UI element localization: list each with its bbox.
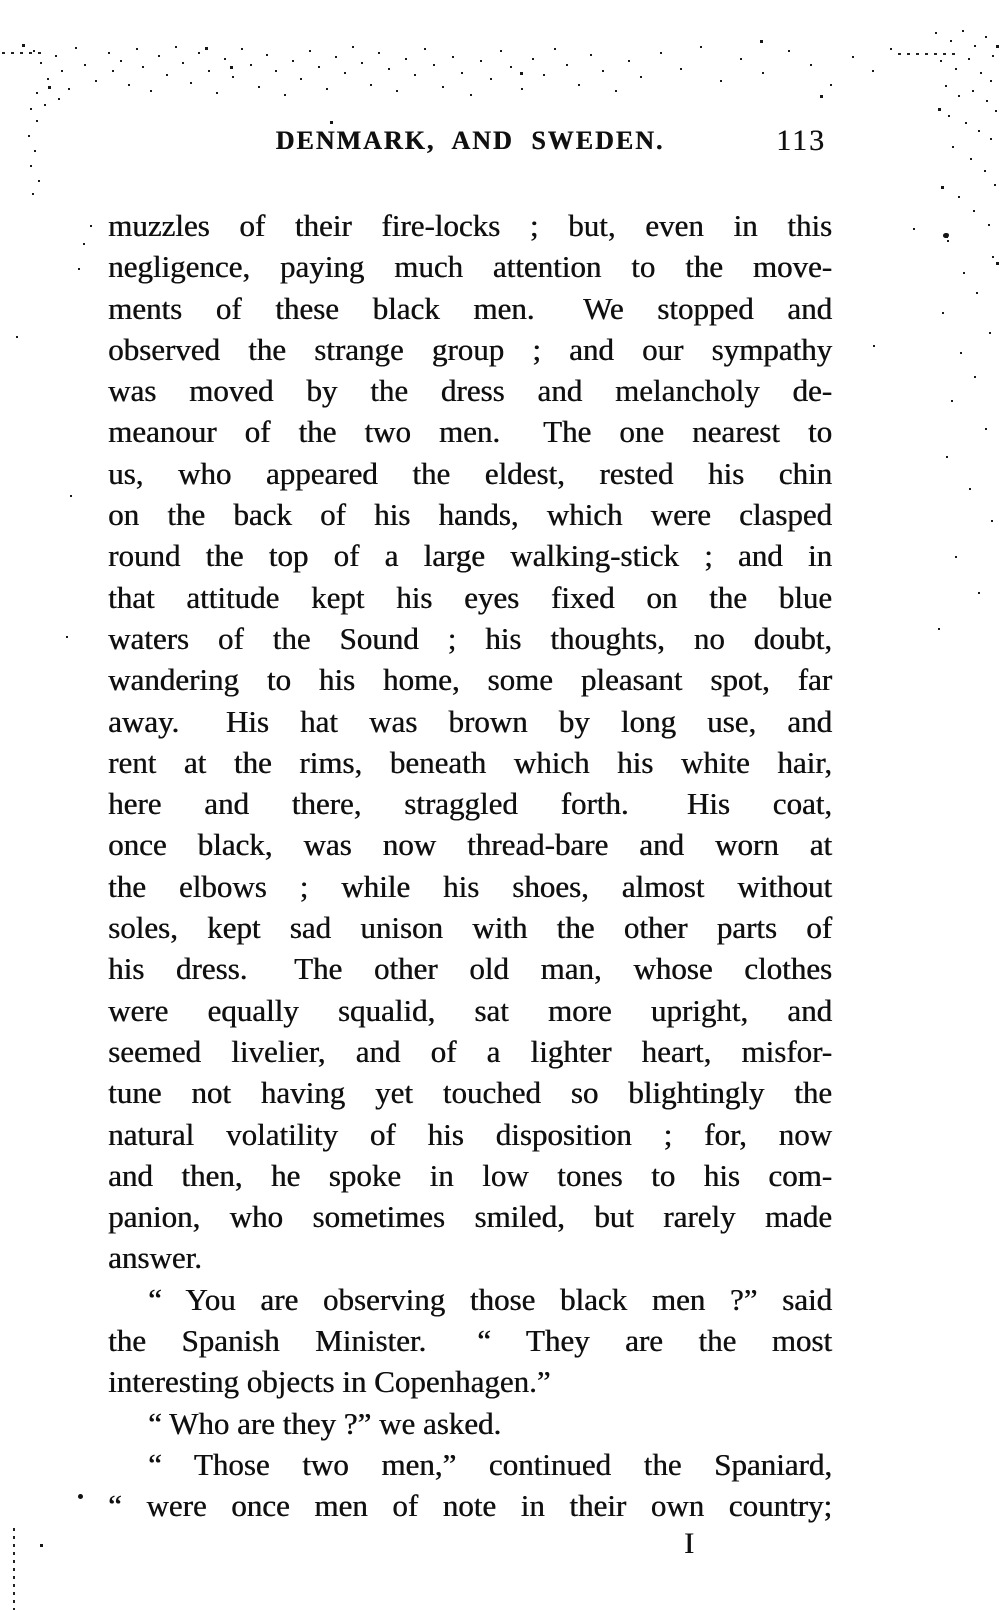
body-line: us, who appeared the eldest, rested his chin	[108, 455, 832, 491]
body-line: natural volatility of his disposition ; for, now	[108, 1116, 832, 1152]
scan-dotted-line-top-right	[898, 53, 956, 55]
body-line: wandering to his home, some pleasant spot, far	[108, 662, 832, 698]
body-line: that attitude kept his eyes fixed on the blue	[108, 579, 832, 615]
body-line: seemed livelier, and of a lighter heart, misfor-	[108, 1033, 832, 1069]
body-text	[108, 205, 832, 1527]
running-header-title: DENMARK, AND SWEDEN.	[275, 126, 665, 155]
body-line: waters of the Sound ; his thoughts, no doubt,	[108, 620, 832, 656]
signature-mark: I	[684, 1527, 694, 1560]
body-line: “ Who are they ?” we asked.	[148, 1405, 502, 1441]
body-line: ments of these black men. We stopped and	[108, 290, 832, 326]
body-line: was moved by the dress and melancholy de-	[108, 373, 832, 409]
body-line: were equally squalid, sat more upright, and	[108, 992, 832, 1028]
body-line: soles, kept sad unison with the other parts of	[108, 910, 832, 946]
body-line: negligence, paying much attention to the move-	[108, 249, 832, 285]
body-line: on the back of his hands, which were clasped	[108, 497, 832, 533]
body-line: answer.	[108, 1240, 202, 1276]
scan-speckle-noise-large	[0, 0, 3, 3]
body-line: and then, he spoke in low tones to his com-	[108, 1157, 832, 1193]
body-line: once black, was now thread-bare and worn at	[108, 827, 832, 863]
scan-dotted-line-top-left	[2, 52, 46, 54]
body-line: round the top of a large walking-stick ; and in	[108, 538, 832, 574]
body-line: “ were once men of note in their own country;	[108, 1488, 832, 1524]
body-line: meanour of the two men. The one nearest to	[108, 414, 832, 450]
page-header	[108, 120, 832, 162]
page-number: 113	[776, 124, 826, 157]
body-line: observed the strange group ; and our sympathy	[108, 331, 832, 367]
stray-ink-dot	[78, 1494, 83, 1499]
body-line: his dress. The other old man, whose clothes	[108, 951, 832, 987]
scan-dotted-line-bottom-left	[13, 1528, 15, 1610]
body-line: away. His hat was brown by long use, and	[108, 703, 832, 739]
body-line: tune not having yet touched so blightingly the	[108, 1075, 832, 1111]
body-line: the Spanish Minister. “ They are the most	[108, 1323, 832, 1359]
scan-speckle-noise	[0, 0, 2, 2]
body-line: panion, who sometimes smiled, but rarely made	[108, 1199, 832, 1235]
body-line: muzzles of their fire-locks ; but, even in this	[108, 208, 832, 243]
scan-ink-blob	[943, 233, 949, 238]
body-line: interesting objects in Copenhagen.”	[108, 1364, 551, 1400]
body-line: here and there, straggled forth. His coat,	[108, 786, 832, 822]
body-line: “ You are observing those black men ?” said	[148, 1281, 832, 1317]
body-line: the elbows ; while his shoes, almost without	[108, 868, 832, 904]
body-line: “ Those two men,” continued the Spaniard,	[148, 1446, 832, 1482]
body-line: rent at the rims, beneath which his white hair,	[108, 744, 832, 780]
